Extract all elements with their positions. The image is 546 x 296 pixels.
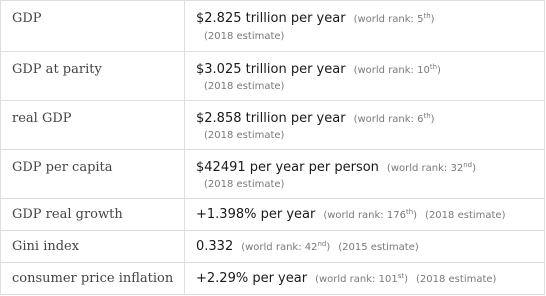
row-value (196, 239, 419, 254)
column-divider (184, 199, 185, 230)
column-divider (184, 101, 185, 149)
row-label: GDP at parity (12, 62, 102, 77)
world-rank: (world rank: 5th) (353, 12, 435, 25)
column-divider (184, 263, 185, 294)
table-row-consumer-price-inflation (1, 262, 544, 294)
row-label: GDP real growth (12, 207, 123, 222)
table-row-gini-index (1, 230, 544, 262)
world-rank: (world rank: 10th) (353, 63, 441, 76)
table-row-gdp-real-growth (1, 198, 544, 230)
world-rank: (world rank: 6th) (353, 112, 435, 125)
value-text: $2.825 trillion per year (196, 11, 346, 26)
column-divider (184, 1, 185, 51)
estimate-note: (2018 estimate) (204, 179, 285, 190)
row-value (196, 62, 441, 77)
value-text: $3.025 trillion per year (196, 62, 346, 77)
value-text: +1.398% per year (196, 207, 316, 222)
row-label: GDP per capita (12, 160, 113, 175)
estimate-note: (2018 estimate) (204, 31, 285, 42)
value-text: $2.858 trillion per year (196, 111, 346, 126)
table-row-gdp (1, 1, 544, 51)
column-divider (184, 231, 185, 262)
row-value (196, 11, 435, 26)
table-row-gdp-at-parity (1, 51, 544, 100)
estimate-note: (2018 estimate) (204, 130, 285, 141)
value-text: 0.332 (196, 239, 234, 254)
table-row-gdp-per-capita (1, 149, 544, 198)
world-rank: (world rank: 42nd) (241, 240, 331, 253)
row-label: Gini index (12, 239, 80, 254)
row-value (196, 271, 496, 286)
row-label: GDP (12, 11, 42, 26)
estimate-note: (2015 estimate) (338, 242, 419, 253)
value-text: +2.29% per year (196, 271, 308, 286)
world-rank: (world rank: 176th) (323, 208, 418, 221)
table-row-real-gdp (1, 100, 544, 149)
estimate-note: (2018 estimate) (416, 274, 497, 285)
column-divider (184, 52, 185, 100)
value-text: $42491 per year per person (196, 160, 379, 175)
estimate-note: (2018 estimate) (425, 210, 506, 221)
row-value (196, 207, 505, 222)
estimate-note: (2018 estimate) (204, 81, 285, 92)
row-label: real GDP (12, 111, 72, 126)
world-rank: (world rank: 101st) (315, 272, 408, 285)
row-value (196, 160, 476, 175)
world-rank: (world rank: 32nd) (386, 161, 476, 174)
row-value (196, 111, 435, 126)
row-label: consumer price inflation (12, 271, 174, 286)
column-divider (184, 150, 185, 198)
